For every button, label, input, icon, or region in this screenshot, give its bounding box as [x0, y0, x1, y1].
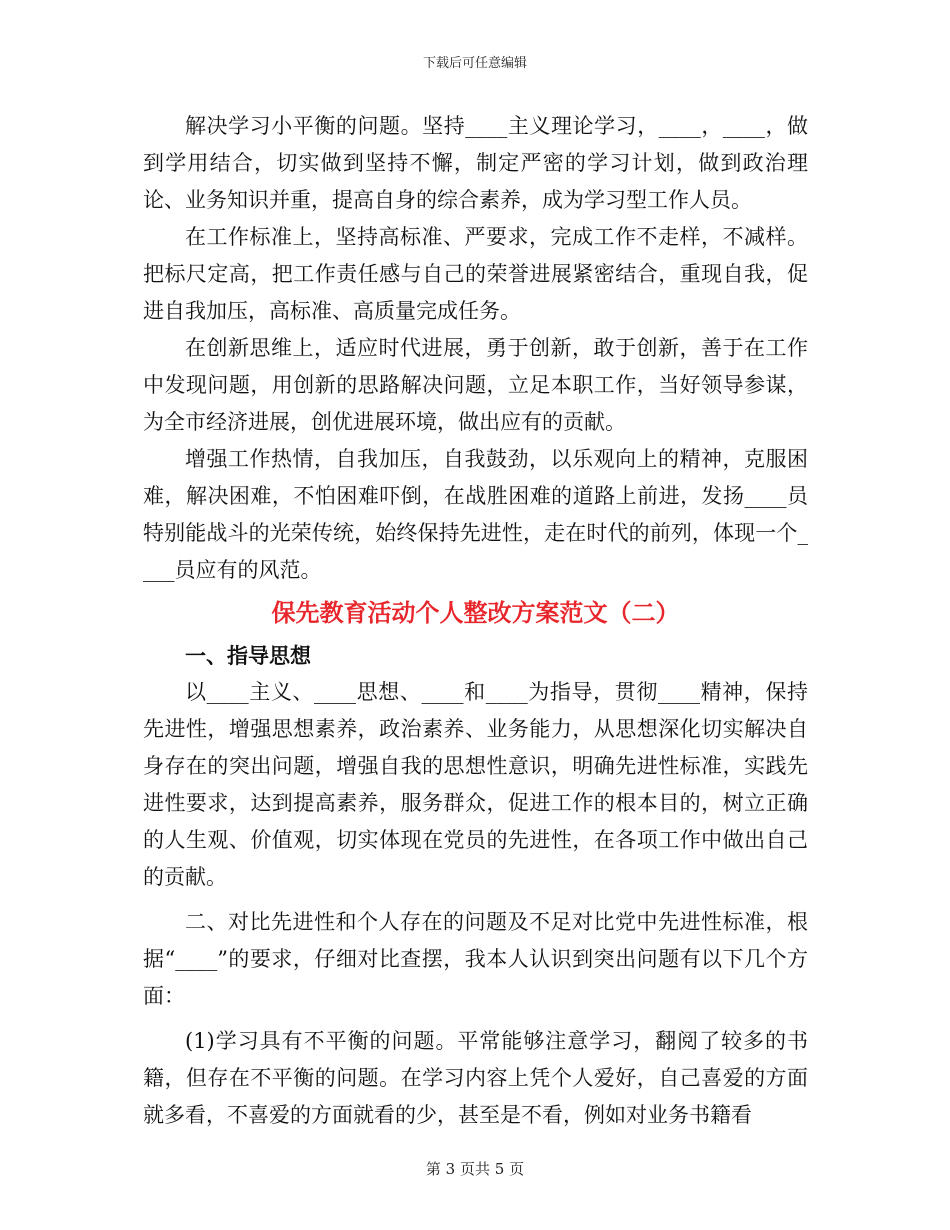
paragraph: (1)学习具有不平衡的问题。平常能够注意学习，翻阅了较多的书籍，但存在不平衡的问题。在学习内容上凭个人爱好，自己喜爱的方面就多看，不喜爱的方面就看的少，甚至是不看，例如对业务书籍看: [143, 1029, 808, 1127]
document-body: [143, 108, 808, 1134]
paragraph: 解决学习小平衡的问题。坚持____主义理论学习，____，____，做到学用结合，切实做到坚持不懈，制定严密的学习计划，做到政治理论、业务知识并重，提高自身的综合素养，成为学习型工作人员。: [143, 114, 808, 212]
page-header: 下载后可任意编辑: [422, 56, 527, 71]
paragraph: 在工作标准上，坚持高标准、严要求，完成工作不走样，不减样。把标尺定高，把工作责任感与自己的荣誉进展紧密结合，重现自我，促进自我加压，高标准、高质量完成任务。: [143, 225, 808, 323]
paragraph: 二、对比先进性和个人存在的问题及不足对比党中先进性标准，根据“____”的要求，仔细对比查摆，我本人认识到突出问题有以下几个方面：: [143, 910, 808, 1008]
section-heading: 一、指导思想: [185, 643, 311, 668]
paragraph: 在创新思维上，适应时代进展，勇于创新，敢于创新，善于在工作中发现问题，用创新的思路解决问题，立足本职工作，当好领导参谋，为全市经济进展，创优进展环境，做出应有的贡献。: [143, 336, 808, 434]
page-footer: 第 3 页共 5 页: [425, 1160, 525, 1178]
section-title: 保先教育活动个人整改方案范文（二）: [271, 598, 680, 627]
paragraph: 增强工作热情，自我加压，自我鼓劲，以乐观向上的精神，克服困难，解决困难，不怕困难吓倒，在战胜困难的道路上前进，发扬____员特别能战斗的光荣传统，始终保持先进性，走在时代的前列，体现一个____员应有的风范。: [143, 447, 808, 582]
paragraph: 以____主义、____思想、____和____为指导，贯彻____精神，保持先进性，增强思想素养，政治素养、业务能力，从思想深化切实解决自身存在的突出问题，增强自我的思想性意识，明确先进性标准，实践先进性要求，达到提高素养，服务群众，促进工作的根本目的，树立正确的人生观、价值观，切实体现在党员的先进性，在各项工作中做出自己的贡献。: [143, 680, 808, 889]
